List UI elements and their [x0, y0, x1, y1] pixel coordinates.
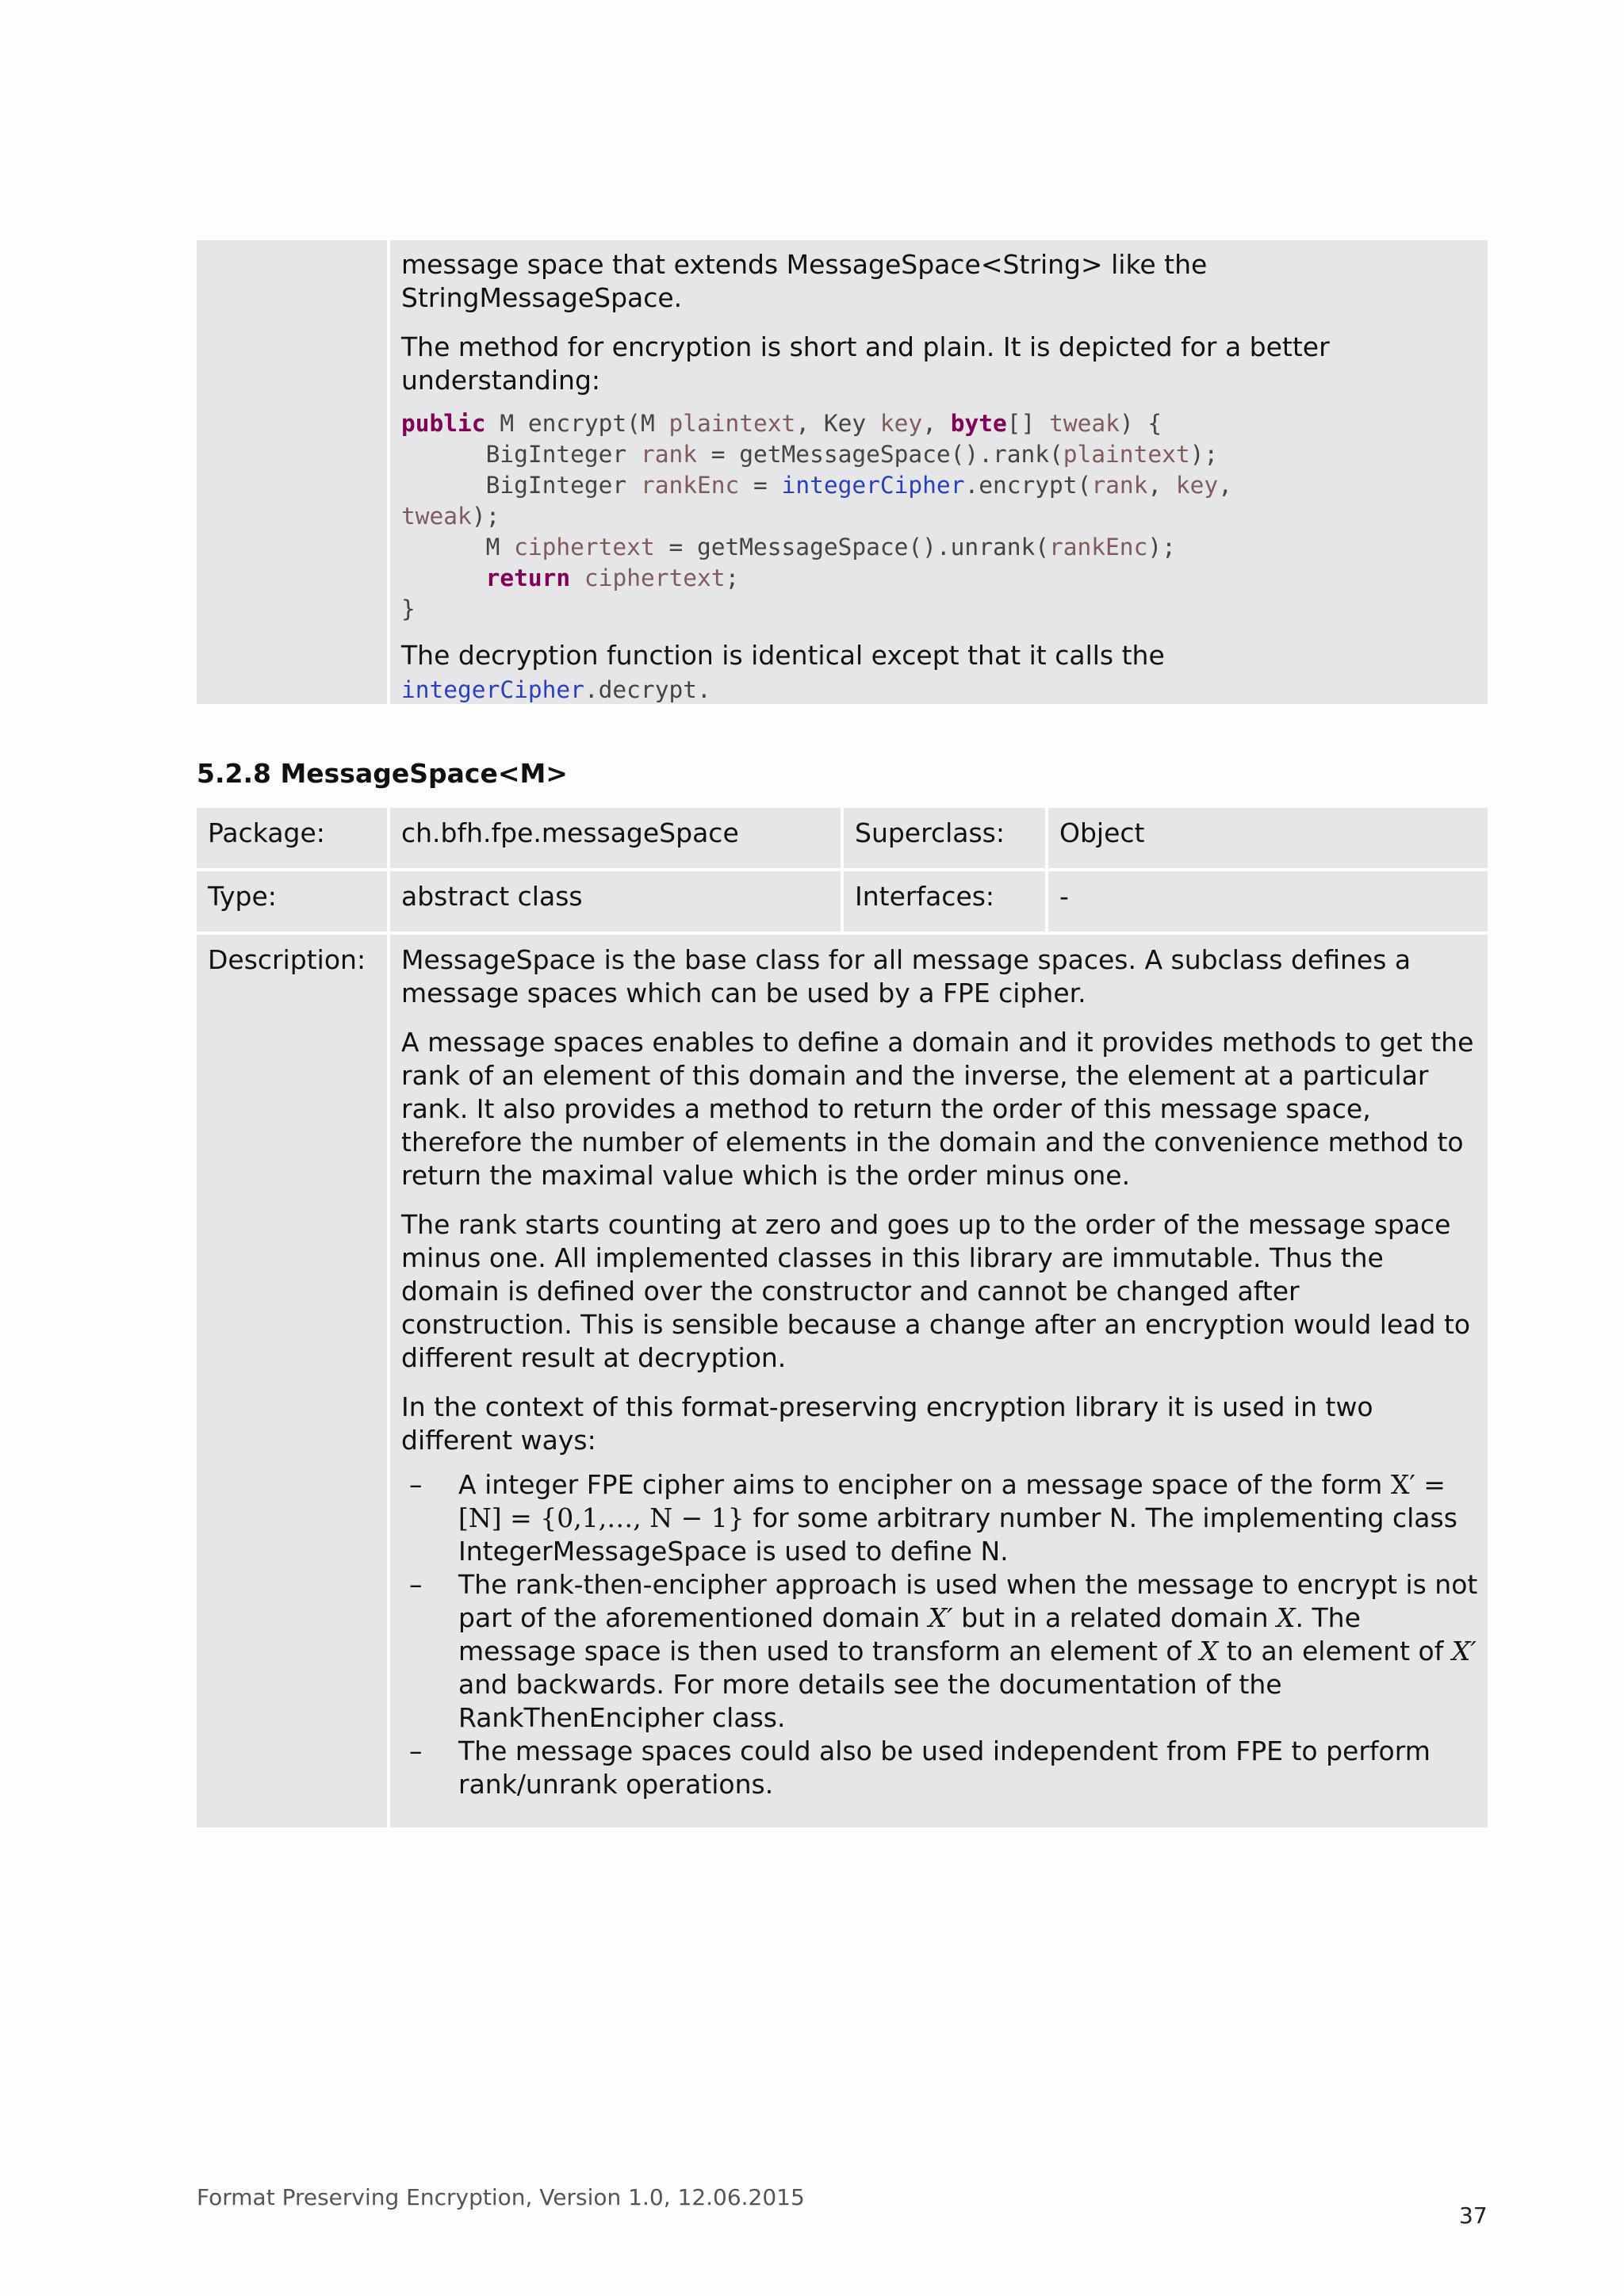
description-paragraph-2: A message spaces enables to define a domain and it provides methods to get the rank of an element of this domain and the inverse, the element at a particular rank. It also provides a method to return the order of this message space, therefore the number of elements in the domain and the convenience method to return the maximal value which is the order minus one. [401, 1027, 1474, 1191]
code-text: .encrypt( [964, 472, 1092, 499]
bullet-2-math: X [1277, 1602, 1296, 1633]
code-identifier: plaintext [668, 410, 796, 437]
code-line [401, 408, 1477, 439]
code-text: ); [1189, 441, 1219, 468]
usage-list [401, 1468, 1478, 1801]
package-label: Package: [208, 817, 325, 848]
code-identifier: key [1175, 472, 1219, 499]
description-label: Description: [208, 944, 366, 975]
package-value-cell [390, 808, 841, 868]
interfaces-value-cell [1048, 871, 1488, 932]
code-text [570, 564, 584, 591]
code-keyword: return [485, 564, 571, 591]
desc-continued-line: message space that extends MessageSpace<String> like the StringMessageSpace. [401, 249, 1208, 313]
code-text: , [922, 410, 951, 437]
bullet-1-math-set: {0,1,…, N − 1} [540, 1502, 745, 1533]
integer-cipher-ref: integerCipher [401, 676, 584, 703]
code-text: = getMessageSpace().unrank( [654, 534, 1049, 561]
code-text: M [401, 534, 515, 561]
code-identifier: plaintext [1063, 441, 1190, 468]
code-text: M encrypt(M [485, 410, 669, 437]
code-keyword: public [401, 410, 486, 437]
list-item [401, 1468, 1478, 1568]
code-text: ) { [1119, 410, 1162, 437]
code-identifier: ciphertext [514, 534, 655, 561]
code-text: BigInteger [401, 441, 641, 468]
code-line [401, 501, 1477, 532]
description-paragraph-1: MessageSpace is the base class for all message spaces. A subclass defines a message spaces which can be used by a FPE cipher. [401, 944, 1411, 1008]
list-item [401, 1568, 1478, 1735]
continued-description-left-cell [197, 240, 387, 704]
code-text: ); [1147, 534, 1176, 561]
code-identifier: tweak [401, 503, 472, 530]
decryption-note [401, 639, 1477, 706]
bullet-2-text: but in a related domain [952, 1602, 1277, 1633]
bullet-2-text: and backwards. For more details see the documentation of the RankThenEncipher class. [458, 1669, 1282, 1733]
code-identifier: rankEnc [640, 472, 740, 499]
type-label: Type: [208, 881, 277, 912]
list-dash: – [409, 1569, 423, 1600]
code-text: , Key [795, 410, 880, 437]
bullet-2-math: X′ [1451, 1636, 1477, 1667]
type-label-cell [197, 871, 387, 932]
code-identifier: rank [640, 441, 697, 468]
continued-description-cell [390, 240, 1488, 704]
encryption-intro: The method for encryption is short and plain. It is depicted for a better understanding: [401, 331, 1330, 396]
list-item [401, 1735, 1478, 1801]
code-text: ); [471, 503, 500, 530]
bullet-3-text: The message spaces could also be used independent from FPE to perform rank/unrank operations. [458, 1735, 1431, 1800]
code-identifier: tweak [1049, 410, 1120, 437]
bullet-2-text: to an element of [1218, 1636, 1452, 1667]
code-identifier: rank [1091, 472, 1148, 499]
code-text [401, 564, 486, 591]
code-text: [] [1006, 410, 1050, 437]
code-text: = [739, 472, 782, 499]
superclass-label: Superclass: [855, 817, 1005, 848]
superclass-label-cell [844, 808, 1045, 868]
package-label-cell [197, 808, 387, 868]
interfaces-label-cell [844, 871, 1045, 932]
type-value: abstract class [401, 881, 583, 912]
section-heading: 5.2.8 MessageSpace<M> [197, 758, 568, 789]
bullet-2-text: The rank-then-encipher approach is used when the message to encrypt is not part of the aforementioned domain [458, 1569, 1478, 1633]
code-line [401, 532, 1477, 563]
list-dash: – [409, 1735, 423, 1766]
decrypt-method-ref: .decrypt. [584, 676, 711, 703]
superclass-value-cell [1048, 808, 1488, 868]
description-paragraph-3: The rank starts counting at zero and goes up to the order of the message space minus one. All implemented classes in this library are immutable. Thus the domain is defined over the constructor and cannot be changed after construction. This is sensible because a change after an encryption would lead to different result at decryption. [401, 1209, 1471, 1373]
package-value: ch.bfh.fpe.messageSpace [401, 817, 739, 848]
description-label-cell [197, 935, 387, 1827]
list-dash: – [409, 1469, 423, 1500]
code-text: , [1147, 472, 1176, 499]
code-text: , [1218, 472, 1232, 499]
code-line [401, 594, 1477, 625]
code-text: } [401, 595, 416, 622]
interfaces-label: Interfaces: [855, 881, 995, 912]
superclass-value: Object [1059, 817, 1145, 848]
bullet-1-text: A integer FPE cipher aims to encipher on a message space of the form [458, 1469, 1391, 1500]
code-identifier: integerCipher [781, 472, 965, 499]
code-text: ; [725, 564, 740, 591]
code-text: = getMessageSpace().rank( [696, 441, 1063, 468]
bullet-1-math: X′ = [N] = [458, 1469, 1446, 1533]
decryption-note-text: The decryption function is identical except that it calls the [401, 640, 1165, 671]
code-listing [401, 408, 1477, 625]
code-identifier: key [879, 410, 923, 437]
code-line [401, 439, 1477, 470]
description-cell [390, 935, 1488, 1827]
code-text: BigInteger [401, 472, 641, 499]
code-line [401, 563, 1477, 594]
code-line [401, 470, 1477, 501]
bullet-1-text-end: for some arbitrary number N. The implementing class IntegerMessageSpace is used to define N. [458, 1502, 1457, 1567]
interfaces-value: - [1059, 881, 1069, 912]
description-paragraph-4: In the context of this format-preserving encryption library it is used in two different ways: [401, 1391, 1373, 1456]
footer-title: Format Preserving Encryption, Version 1.0, 12.06.2015 [197, 2184, 805, 2210]
code-keyword: byte [950, 410, 1007, 437]
code-identifier: ciphertext [584, 564, 726, 591]
bullet-2-text: . The message space is then used to transform an element of [458, 1602, 1361, 1667]
type-value-cell [390, 871, 841, 932]
page-number: 37 [1459, 2202, 1488, 2229]
code-identifier: rankEnc [1049, 534, 1148, 561]
bullet-2-math: X [1199, 1636, 1219, 1667]
bullet-2-math: X′ [928, 1602, 953, 1633]
